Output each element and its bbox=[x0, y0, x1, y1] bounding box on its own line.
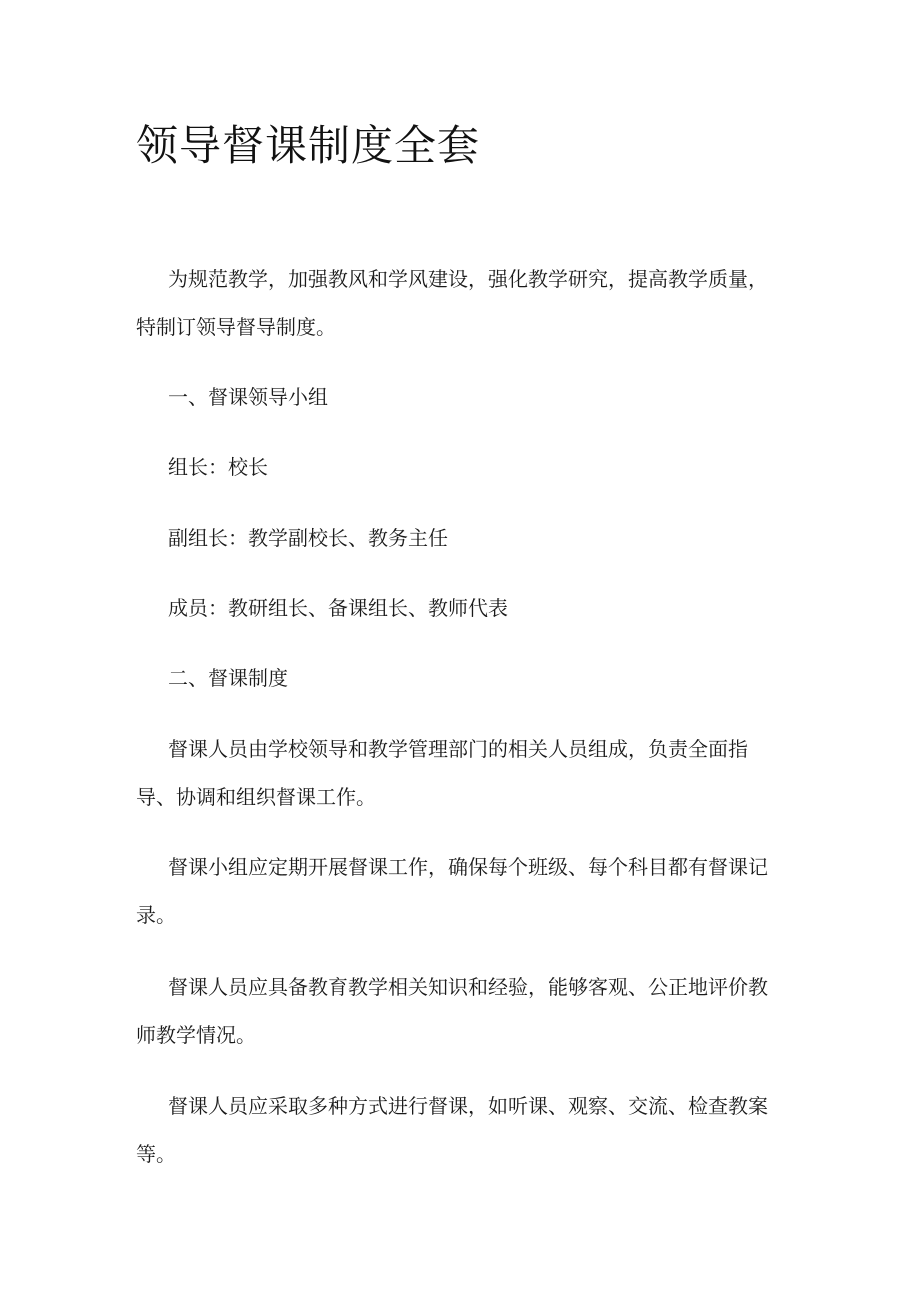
intro-paragraph bbox=[136, 255, 768, 351]
rule-paragraph-3 bbox=[136, 963, 768, 1059]
rule-2-line-1: 督课小组应定期开展督课工作，确保每个班级、每个科目都有督课记 bbox=[168, 855, 768, 879]
group-deputy: 副组长：教学副校长、教务主任 bbox=[168, 526, 448, 550]
intro-line-1: 为规范教学，加强教风和学风建设，强化教学研究，提高教学质量， bbox=[168, 267, 768, 291]
rule-4-line-2: 等。 bbox=[136, 1142, 176, 1166]
rule-1-line-1: 督课人员由学校领导和教学管理部门的相关人员组成，负责全面指 bbox=[168, 737, 748, 761]
rule-paragraph-1 bbox=[136, 725, 748, 821]
section-2-heading: 二、督课制度 bbox=[168, 666, 288, 690]
rule-3-line-2: 师教学情况。 bbox=[136, 1023, 256, 1047]
rule-2-line-2: 录。 bbox=[136, 903, 176, 927]
rule-3-line-1: 督课人员应具备教育教学相关知识和经验，能够客观、公正地评价教 bbox=[168, 975, 768, 999]
section-1-heading: 一、督课领导小组 bbox=[168, 385, 328, 409]
rule-1-line-2: 导、协调和组织督课工作。 bbox=[136, 785, 376, 809]
group-leader: 组长：校长 bbox=[168, 455, 268, 479]
rule-paragraph-4 bbox=[136, 1082, 768, 1178]
rule-4-line-1: 督课人员应采取多种方式进行督课，如听课、观察、交流、检查教案 bbox=[168, 1094, 768, 1118]
group-members: 成员：教研组长、备课组长、教师代表 bbox=[168, 596, 508, 620]
document-title: 领导督课制度全套 bbox=[136, 121, 481, 170]
rule-paragraph-2 bbox=[136, 843, 768, 939]
intro-line-2: 特制订领导督导制度。 bbox=[136, 315, 336, 339]
